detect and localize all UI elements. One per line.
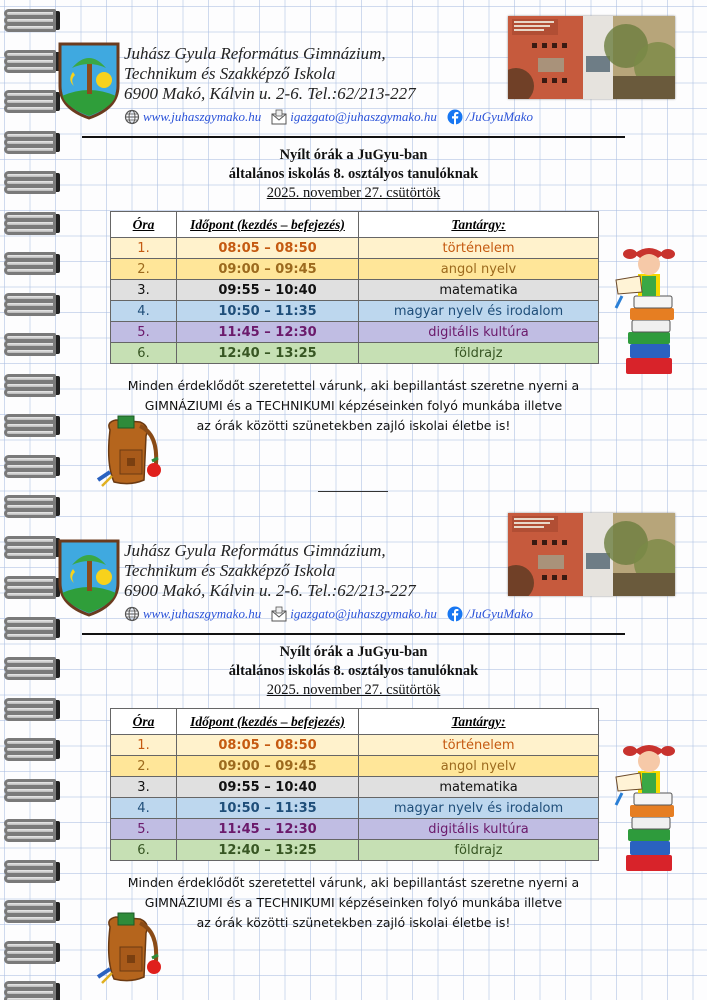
facebook-link[interactable]: /JuGyuMako bbox=[465, 606, 534, 621]
school-address: 6900 Makó, Kálvin u. 2-6. Tel.:62/213-227 bbox=[124, 84, 416, 103]
school-name-line1: Juhász Gyula Református Gimnázium, bbox=[124, 541, 386, 560]
header-divider bbox=[82, 136, 625, 138]
subject-cell: történelem bbox=[359, 735, 599, 756]
message-line2: GIMNÁZIUMI és a TECHNIKUMI képzéseinken folyó munkába illetve bbox=[144, 398, 563, 413]
header-lesson: Óra bbox=[111, 709, 177, 735]
time-cell: 11:45 – 12:30 bbox=[177, 819, 359, 840]
event-title: Nyílt órák a JuGyu-ban bbox=[279, 147, 428, 163]
message-line1: Minden érdeklődőt szeretettel várunk, aki bepillantást szeretne nyerni a bbox=[127, 378, 580, 393]
message-line2: GIMNÁZIUMI és a TECHNIKUMI képzéseinken folyó munkába illetve bbox=[144, 895, 563, 910]
time-cell: 11:45 – 12:30 bbox=[177, 322, 359, 343]
subject-cell: magyar nyelv és irodalom bbox=[359, 301, 599, 322]
header-time: Időpont (kezdés – befejezés) bbox=[177, 709, 359, 735]
lesson-number-cell: 1. bbox=[111, 735, 177, 756]
flyer-section bbox=[0, 497, 707, 994]
header-lesson: Óra bbox=[111, 212, 177, 238]
schedule-table bbox=[110, 211, 599, 364]
time-cell: 10:50 – 11:35 bbox=[177, 301, 359, 322]
lesson-number-cell: 2. bbox=[111, 259, 177, 280]
lesson-number-cell: 6. bbox=[111, 840, 177, 861]
event-titles bbox=[0, 643, 707, 700]
header-subject: Tantárgy: bbox=[359, 212, 599, 238]
subject-cell: történelem bbox=[359, 238, 599, 259]
flyer-section bbox=[0, 0, 707, 497]
table-row bbox=[111, 798, 599, 819]
message-line1: Minden érdeklődőt szeretettel várunk, aki bepillantást szeretne nyerni a bbox=[127, 875, 580, 890]
table-row bbox=[111, 280, 599, 301]
globe-icon bbox=[124, 109, 140, 125]
subject-cell: digitális kultúra bbox=[359, 322, 599, 343]
header-divider bbox=[82, 633, 625, 635]
mail-icon bbox=[271, 109, 287, 125]
time-cell: 09:55 – 10:40 bbox=[177, 777, 359, 798]
lesson-number-cell: 3. bbox=[111, 280, 177, 301]
time-cell: 10:50 – 11:35 bbox=[177, 798, 359, 819]
time-cell: 08:05 – 08:50 bbox=[177, 735, 359, 756]
lesson-number-cell: 1. bbox=[111, 238, 177, 259]
event-subtitle: általános iskolás 8. osztályos tanulóknak bbox=[228, 166, 479, 182]
school-header bbox=[124, 44, 416, 104]
table-row bbox=[111, 238, 599, 259]
invitation-message bbox=[0, 873, 707, 933]
table-header-row bbox=[111, 709, 599, 735]
lesson-number-cell: 5. bbox=[111, 819, 177, 840]
website-link[interactable]: www.juhaszgymako.hu bbox=[143, 109, 262, 124]
table-row bbox=[111, 343, 599, 364]
message-line3: az órák közötti szünetekben zajló iskolai életbe is! bbox=[196, 418, 511, 433]
girl-reading-on-books-icon bbox=[612, 240, 684, 380]
event-title: Nyílt órák a JuGyu-ban bbox=[279, 644, 428, 660]
header-subject: Tantárgy: bbox=[359, 709, 599, 735]
subject-cell: földrajz bbox=[359, 840, 599, 861]
subject-cell: matematika bbox=[359, 280, 599, 301]
subject-cell: angol nyelv bbox=[359, 756, 599, 777]
school-name-line1: Juhász Gyula Református Gimnázium, bbox=[124, 44, 386, 63]
header-time: Időpont (kezdés – befejezés) bbox=[177, 212, 359, 238]
contact-bar bbox=[124, 109, 543, 125]
school-name-line2: Technikum és Szakképző Iskola bbox=[124, 64, 336, 83]
subject-cell: matematika bbox=[359, 777, 599, 798]
school-address: 6900 Makó, Kálvin u. 2-6. Tel.:62/213-227 bbox=[124, 581, 416, 600]
time-cell: 09:00 – 09:45 bbox=[177, 756, 359, 777]
time-cell: 12:40 – 13:25 bbox=[177, 343, 359, 364]
time-cell: 09:00 – 09:45 bbox=[177, 259, 359, 280]
school-crest-icon bbox=[58, 539, 120, 617]
mail-icon bbox=[271, 606, 287, 622]
lesson-number-cell: 4. bbox=[111, 798, 177, 819]
email-link[interactable]: igazgato@juhaszgymako.hu bbox=[290, 606, 437, 621]
facebook-link[interactable]: /JuGyuMako bbox=[465, 109, 534, 124]
lesson-number-cell: 6. bbox=[111, 343, 177, 364]
time-cell: 09:55 – 10:40 bbox=[177, 280, 359, 301]
subject-cell: digitális kultúra bbox=[359, 819, 599, 840]
girl-reading-on-books-icon bbox=[612, 737, 684, 877]
school-crest-icon bbox=[58, 42, 120, 120]
message-line3: az órák közötti szünetekben zajló iskolai életbe is! bbox=[196, 915, 511, 930]
time-cell: 12:40 – 13:25 bbox=[177, 840, 359, 861]
lesson-number-cell: 5. bbox=[111, 322, 177, 343]
table-header-row bbox=[111, 212, 599, 238]
table-row bbox=[111, 756, 599, 777]
website-link[interactable]: www.juhaszgymako.hu bbox=[143, 606, 262, 621]
event-date: 2025. november 27. csütörtök bbox=[266, 682, 441, 698]
table-row bbox=[111, 322, 599, 343]
table-row bbox=[111, 735, 599, 756]
school-building-photo bbox=[508, 513, 675, 596]
time-cell: 08:05 – 08:50 bbox=[177, 238, 359, 259]
subject-cell: földrajz bbox=[359, 343, 599, 364]
school-name-line2: Technikum és Szakképző Iskola bbox=[124, 561, 336, 580]
contact-bar bbox=[124, 606, 543, 622]
event-titles bbox=[0, 146, 707, 203]
school-header bbox=[124, 541, 416, 601]
event-subtitle: általános iskolás 8. osztályos tanulóknak bbox=[228, 663, 479, 679]
lesson-number-cell: 2. bbox=[111, 756, 177, 777]
lesson-number-cell: 4. bbox=[111, 301, 177, 322]
table-row bbox=[111, 777, 599, 798]
subject-cell: angol nyelv bbox=[359, 259, 599, 280]
email-link[interactable]: igazgato@juhaszgymako.hu bbox=[290, 109, 437, 124]
schedule-table bbox=[110, 708, 599, 861]
subject-cell: magyar nyelv és irodalom bbox=[359, 798, 599, 819]
school-building-photo bbox=[508, 16, 675, 99]
table-row bbox=[111, 301, 599, 322]
event-date: 2025. november 27. csütörtök bbox=[266, 185, 441, 201]
lesson-number-cell: 3. bbox=[111, 777, 177, 798]
table-row bbox=[111, 819, 599, 840]
invitation-message bbox=[0, 376, 707, 436]
table-row bbox=[111, 259, 599, 280]
globe-icon bbox=[124, 606, 140, 622]
facebook-icon bbox=[447, 109, 463, 125]
table-row bbox=[111, 840, 599, 861]
facebook-icon bbox=[447, 606, 463, 622]
